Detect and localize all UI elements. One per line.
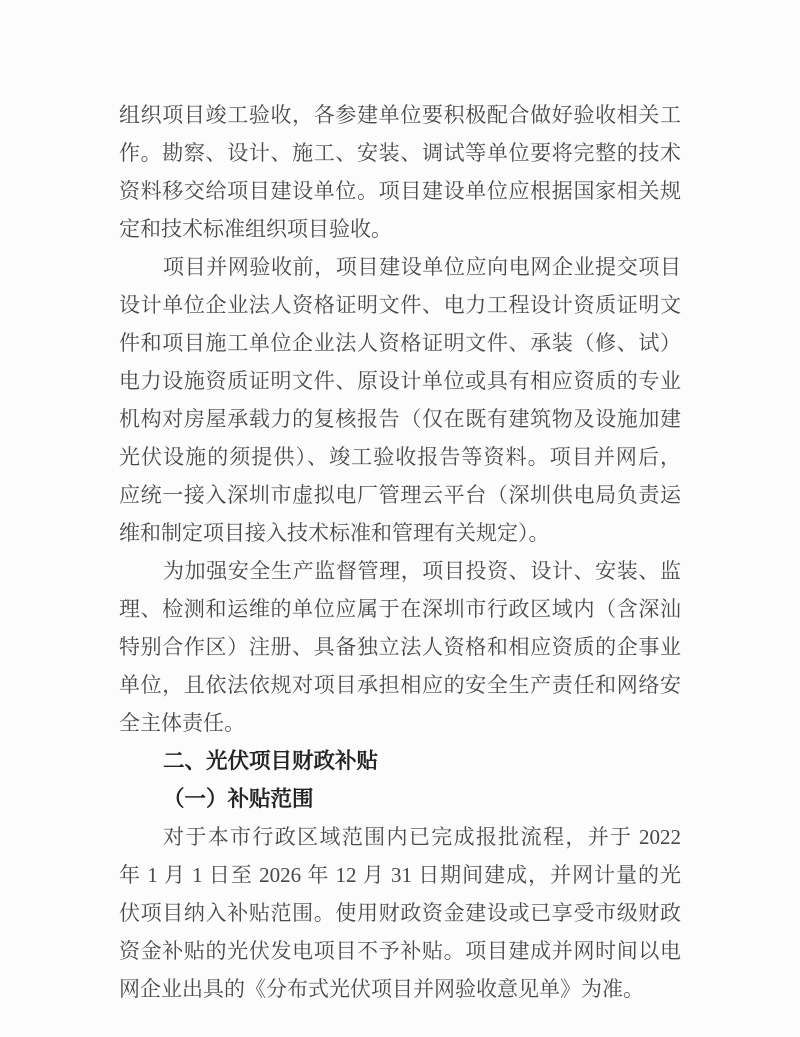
text-line: 伏项目纳入补贴范围。使用财政资金建设或已享受市级财政 xyxy=(119,901,681,925)
text-line: 作。勘察、设计、施工、安装、调试等单位要将完整的技术 xyxy=(119,141,681,165)
text-line: 光伏设施的须提供）、竣工验收报告等资料。项目并网后， xyxy=(119,445,681,469)
text-line: 应统一接入深圳市虚拟电厂管理云平台（深圳供电局负责运 xyxy=(119,483,681,507)
text-line: 网企业出具的《分布式光伏项目并网验收意见单》为准。 xyxy=(119,977,644,1001)
paragraph-safety-supervision xyxy=(119,552,681,742)
text-line: 年 1 月 1 日至 2026 年 12 月 31 日期间建成，并网计量的光 xyxy=(119,863,681,887)
section-heading-pv-subsidy: 二、光伏项目财政补贴 xyxy=(163,749,379,773)
text-line: 定和技术标准组织项目验收。 xyxy=(119,217,392,241)
text-line: 电力设施资质证明文件、原设计单位或具有相应资质的专业 xyxy=(119,369,681,393)
paragraph-grid-connection-documents xyxy=(119,248,681,552)
text-line: 为加强安全生产监督管理，项目投资、设计、安装、监 xyxy=(163,559,681,583)
text-line: 理、检测和运维的单位应属于在深圳市行政区域内（含深汕 xyxy=(119,597,681,621)
text-line: 全主体责任。 xyxy=(119,711,245,735)
paragraph-subsidy-scope-detail xyxy=(119,818,681,1008)
text-line: 设计单位企业法人资格证明文件、电力工程设计资质证明文 xyxy=(119,293,681,317)
subsection-heading-subsidy-scope: （一）补贴范围 xyxy=(163,787,314,811)
text-line: 机构对房屋承载力的复核报告（仅在既有建筑物及设施加建 xyxy=(119,407,681,431)
text-line: 对于本市行政区域范围内已完成报批流程，并于 2022 xyxy=(163,825,681,849)
text-line: 单位，且依法依规对项目承担相应的安全生产责任和网络安 xyxy=(119,673,681,697)
text-line: 件和项目施工单位企业法人资格证明文件、承装（修、试） xyxy=(119,331,681,355)
text-line: 维和制定项目接入技术标准和管理有关规定）。 xyxy=(119,521,550,545)
text-line: 组织项目竣工验收，各参建单位要积极配合做好验收相关工 xyxy=(119,103,681,127)
text-line: 特别合作区）注册、具备独立法人资格和相应资质的企事业 xyxy=(119,635,681,659)
text-line: 资金补贴的光伏发电项目不予补贴。项目建成并网时间以电 xyxy=(119,939,681,963)
text-line: 资料移交给项目建设单位。项目建设单位应根据国家相关规 xyxy=(119,179,681,203)
paragraph-completion-acceptance xyxy=(119,96,681,248)
text-line: 项目并网验收前，项目建设单位应向电网企业提交项目 xyxy=(163,255,681,279)
